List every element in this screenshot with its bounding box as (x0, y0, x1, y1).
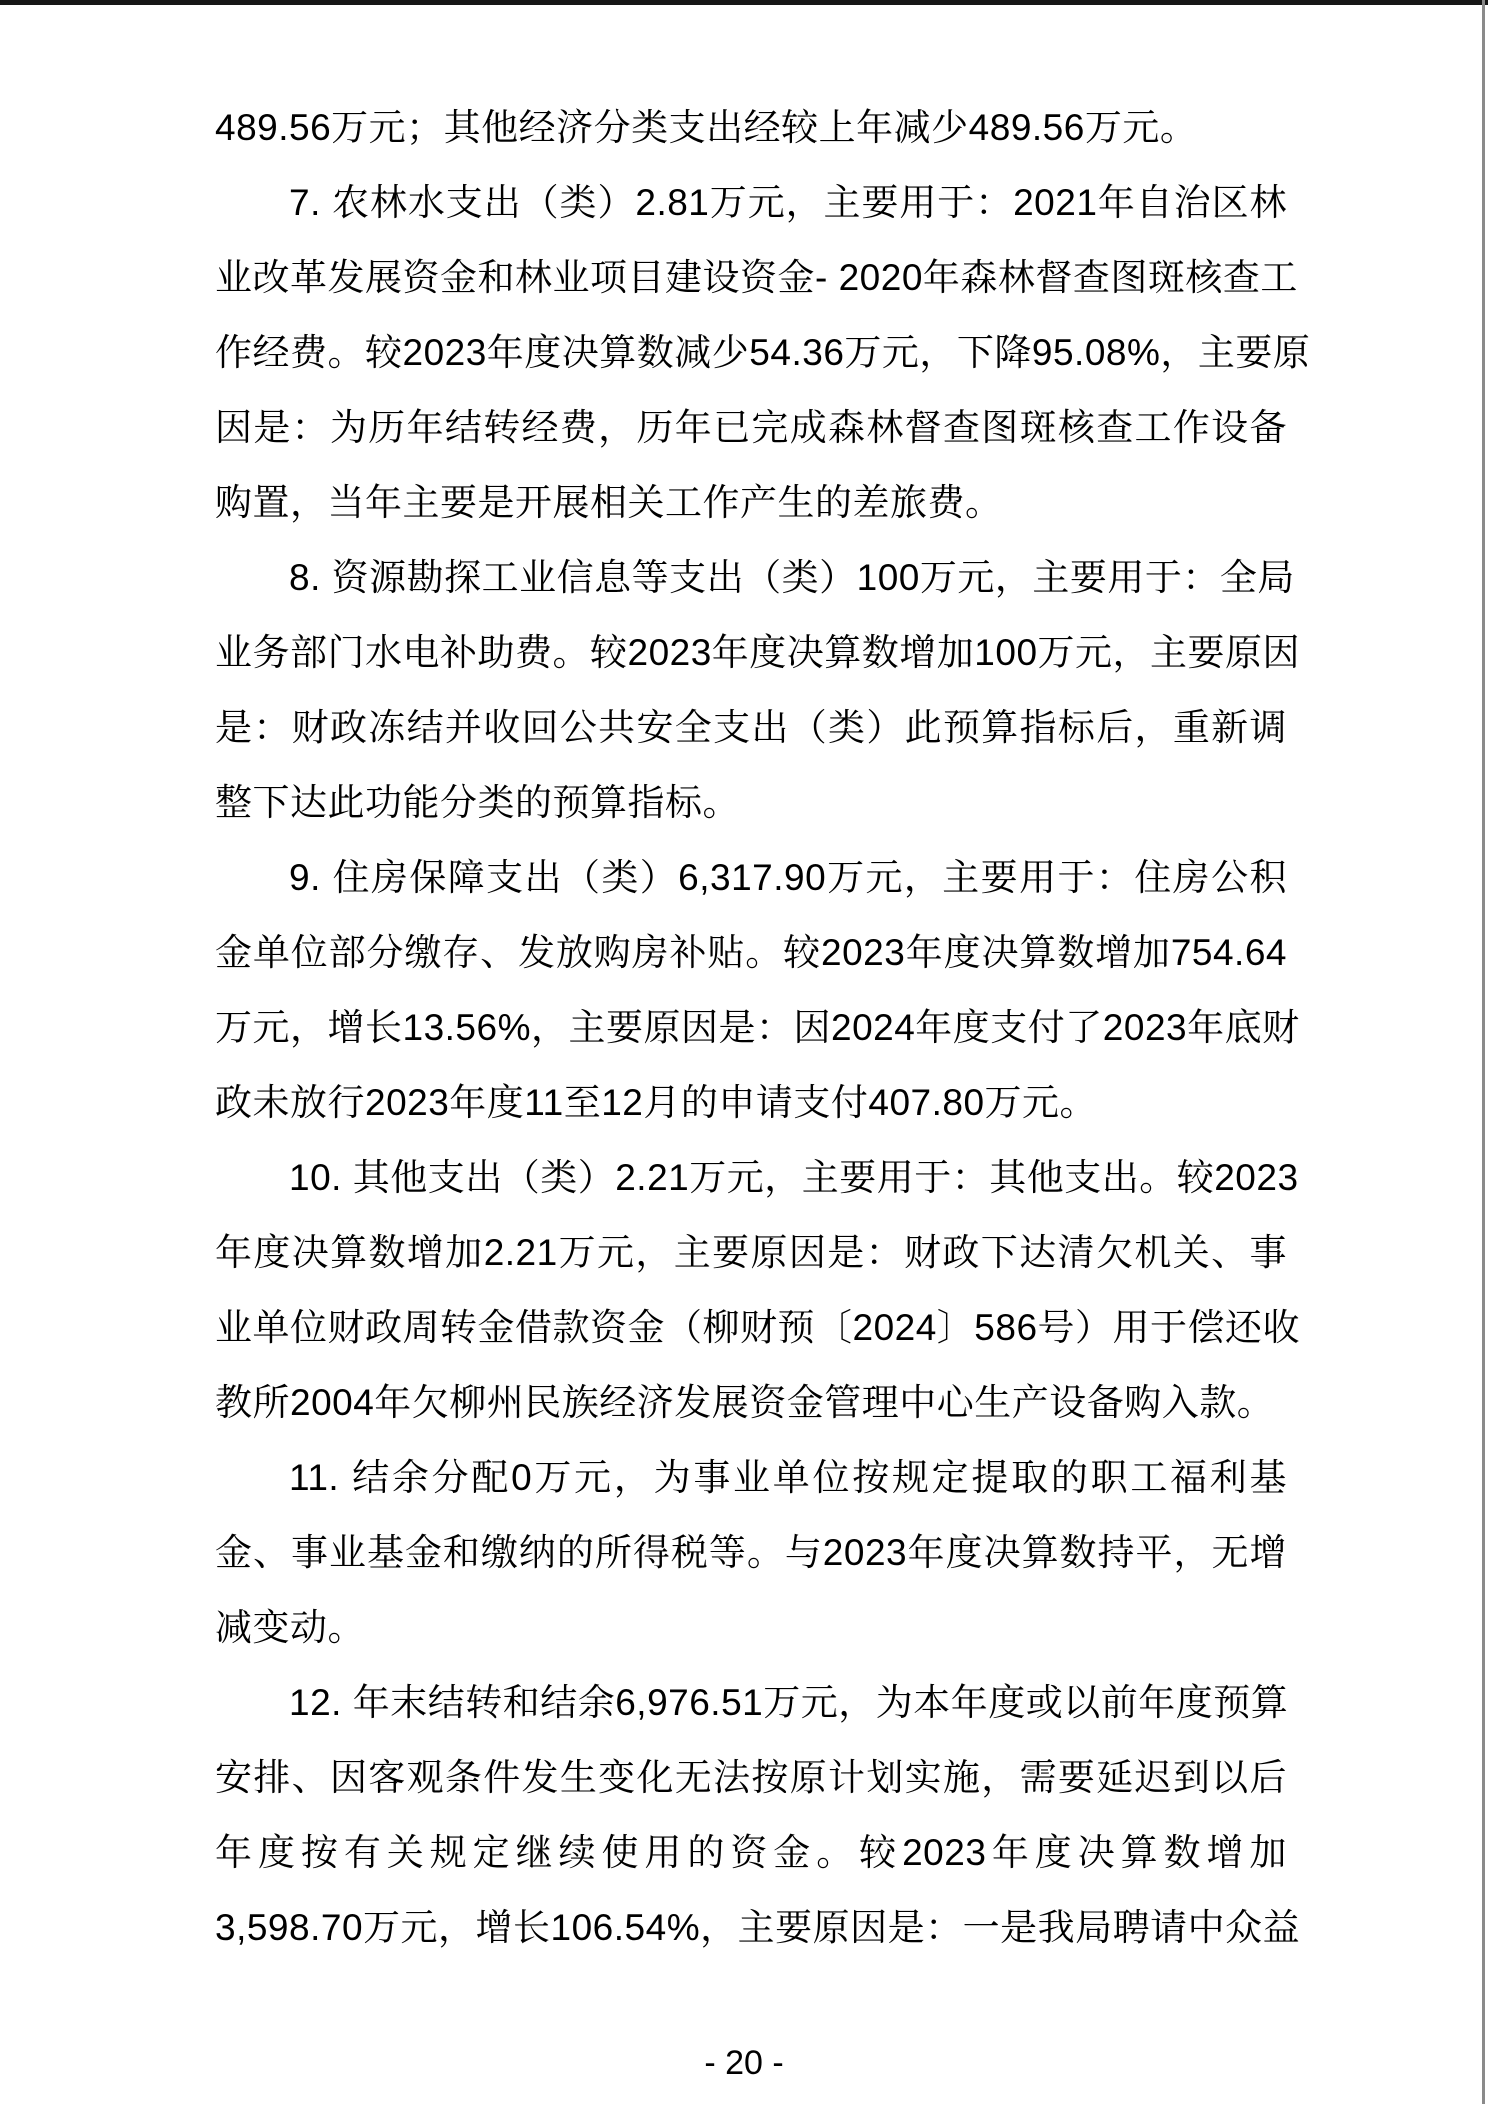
text-line: 489.56万元；其他经济分类支出经较上年减少489.56万元。 (215, 107, 1198, 148)
text-line: 9. 住房保障支出（类）6,317.90万元，主要用于：住房公积 (289, 857, 1287, 898)
text-line: 作经费。较2023年度决算数减少54.36万元，下降95.08%，主要原 (215, 332, 1311, 373)
text-line: 11. 结余分配0万元，为事业单位按规定提取的职工福利基 (289, 1457, 1287, 1498)
document-body (215, 90, 1311, 1965)
text-line: 8. 资源勘探工业信息等支出（类）100万元，主要用于：全局 (289, 557, 1295, 598)
text-line: 政未放行2023年度11至12月的申请支付407.80万元。 (215, 1082, 1098, 1123)
text-line: 金单位部分缴存、发放购房补贴。较2023年度决算数增加754.64 (215, 932, 1287, 973)
right-edge-line (1482, 0, 1485, 2104)
text-line: 业务部门水电补助费。较2023年度决算数增加100万元，主要原因 (215, 632, 1301, 673)
text-line: 10. 其他支出（类）2.21万元，主要用于：其他支出。较2023 (289, 1157, 1299, 1198)
text-line: 整下达此功能分类的预算指标。 (215, 782, 740, 823)
text-line: 业单位财政周转金借款资金（柳财预〔2024〕586号）用于偿还收 (215, 1307, 1301, 1348)
text-line: 减变动。 (215, 1607, 365, 1648)
text-line: 7. 农林水支出（类）2.81万元，主要用于：2021年自治区林 (289, 182, 1287, 223)
text-line: 是：财政冻结并收回公共安全支出（类）此预算指标后，重新调 (215, 707, 1287, 748)
text-line: 业改革发展资金和林业项目建设资金- 2020年森林督查图斑核查工 (215, 257, 1298, 298)
text-line: 教所2004年欠柳州民族经济发展资金管理中心生产设备购入款。 (215, 1382, 1275, 1423)
page-number: - 20 - (704, 2044, 784, 2082)
text-line: 3,598.70万元，增长106.54%，主要原因是：一是我局聘请中众益 (215, 1907, 1301, 1948)
text-line: 年度决算数增加2.21万元，主要原因是：财政下达清欠机关、事 (215, 1232, 1287, 1273)
text-line: 购置，当年主要是开展相关工作产生的差旅费。 (215, 482, 1003, 523)
text-line: 因是：为历年结转经费，历年已完成森林督查图斑核查工作设备 (215, 407, 1287, 448)
text-line: 年度按有关规定继续使用的资金。较2023年度决算数增加 (215, 1832, 1287, 1873)
top-edge-bar (0, 0, 1488, 5)
text-line: 12. 年末结转和结余6,976.51万元，为本年度或以前年度预算 (289, 1682, 1289, 1723)
text-line: 安排、因客观条件发生变化无法按原计划实施，需要延迟到以后 (215, 1757, 1287, 1798)
text-line: 金、事业基金和缴纳的所得税等。与2023年度决算数持平，无增 (215, 1532, 1287, 1573)
text-line: 万元，增长13.56%，主要原因是：因2024年度支付了2023年底财 (215, 1007, 1300, 1048)
